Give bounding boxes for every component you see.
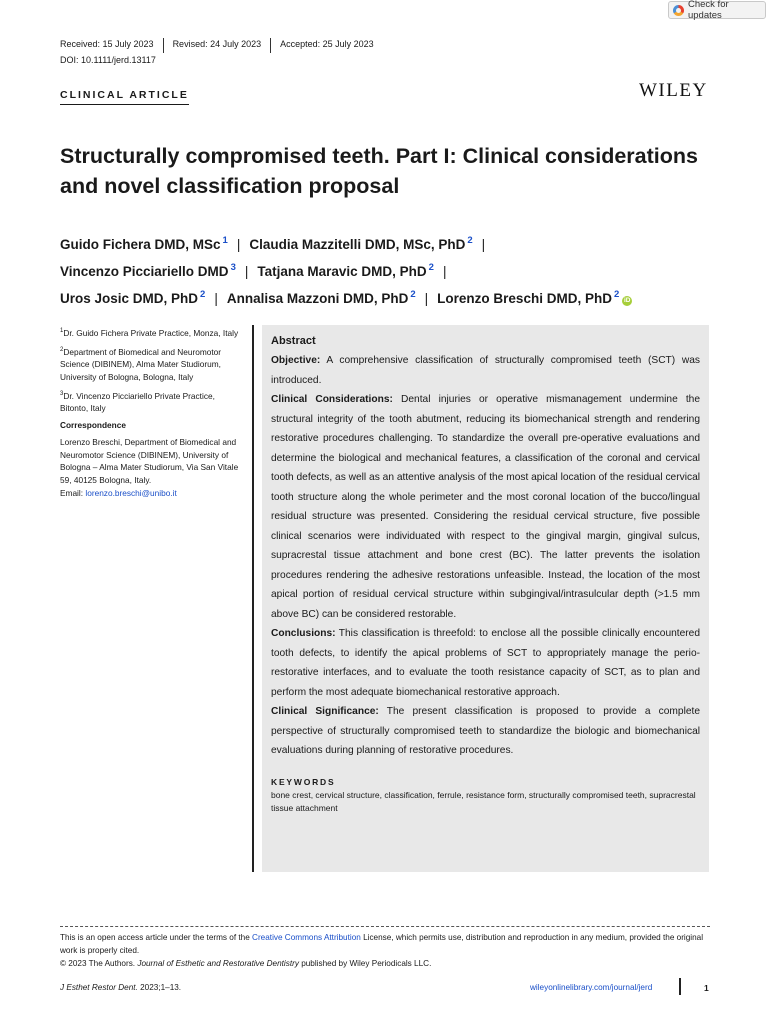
affiliation-text: Dr. Vincenzo Picciariello Private Practice, Bitonto, Italy [60, 390, 215, 414]
affiliation-number: 1 [60, 328, 64, 334]
affiliation-number: 3 [60, 390, 64, 397]
keywords-heading: KEYWORDS [271, 776, 336, 787]
copyright-text-end: published by Wiley Periodicals LLC. [298, 959, 432, 968]
abstract-clinical-considerations [271, 390, 700, 624]
article-type-label: CLINICAL ARTICLE [60, 89, 189, 105]
citation-year-pages: 2023;1–13. [137, 983, 182, 992]
abstract-rule [252, 325, 254, 872]
footer-bar [679, 978, 681, 995]
affiliations-column [60, 325, 240, 500]
affiliation-text: Department of Biomedical and Neuromotor Science (DIBINEM), Alma Mater Studiorum, University of Bologna, Bologna, Italy [60, 346, 222, 382]
author-affiliation-marker[interactable]: 2 [410, 289, 416, 300]
citation-journal: J Esthet Restor Dent. [60, 983, 138, 992]
orcid-icon[interactable]: iD [624, 297, 631, 304]
author-separator: | [244, 264, 249, 279]
copyright-statement [60, 957, 710, 970]
check-for-updates-button[interactable] [668, 1, 766, 19]
abstract-conclusions [271, 624, 700, 702]
author-name[interactable]: Annalisa Mazzoni DMD, PhD [226, 291, 409, 306]
keywords-text: bone crest, cervical structure, classification, ferrule, resistance form, structurally compromised teeth, supracrestal tissue attachment [271, 789, 696, 813]
author-list [60, 229, 740, 310]
affiliation-number: 2 [60, 346, 64, 353]
revised-date: Revised: 24 July 2023 [172, 39, 262, 49]
correspondence-text [60, 436, 240, 500]
objective-text: A comprehensive classification of structurally compromised teeth (SCT) was introduced. [271, 355, 700, 386]
correspondence-address: Lorenzo Breschi, Department of Biomedical and Neuromotor Science (DIBINEM), University of Bologna – Alma Mater Studiorum, Via San Vitale 59, 40125 Bologna, Italy. [60, 436, 239, 486]
author-name[interactable]: Guido Fichera DMD, MSc [60, 237, 221, 252]
author-separator: | [481, 237, 486, 252]
received-date: Received: 15 July 2023 [60, 39, 154, 49]
author-separator: | [424, 291, 429, 306]
copyright-text: © 2023 The Authors. [60, 959, 138, 968]
crossmark-icon [673, 5, 684, 16]
email-label: Email: [60, 488, 86, 499]
page-number: 1 [704, 983, 709, 993]
abstract-objective [271, 351, 700, 390]
license-text-end: License, which permits use, distribution and reproduction in any medium, provided the original work is properly cited. [60, 933, 704, 955]
article-title: Structurally compromised teeth. Part I: Clinical considerations and novel classification proposal [60, 144, 698, 198]
affiliation-item [60, 344, 240, 384]
author-affiliation-marker[interactable]: 2 [428, 262, 434, 273]
correspondence-heading: Correspondence [60, 420, 126, 431]
author-name[interactable]: Tatjana Maravic DMD, PhD [257, 264, 427, 279]
clinical-significance-label: Clinical Significance: [271, 706, 379, 717]
email-link[interactable]: lorenzo.breschi@unibo.it [85, 488, 177, 499]
conclusions-label: Conclusions: [271, 628, 336, 639]
conclusions-text: This classification is threefold: to enclose all the possible clinically encountered tooth defects, to identify the apical problems of SCT to appropriately manage the perio-restorative interfaces, and to evaluate the tooth resistance capacity of SCT, as to plan and perform the most adequate biomechanical restorative approach. [271, 628, 700, 698]
affiliation-text: Dr. Guido Fichera Private Practice, Monza, Italy [63, 327, 239, 338]
abstract-box [262, 325, 709, 872]
author-name[interactable]: Vincenzo Picciariello DMD [60, 264, 229, 279]
author-name[interactable]: Uros Josic DMD, PhD [60, 291, 199, 306]
journal-citation [60, 983, 181, 992]
author-name[interactable]: Lorenzo Breschi DMD, PhD [437, 291, 612, 306]
author-affiliation-marker[interactable]: 2 [200, 289, 206, 300]
license-statement [60, 931, 710, 957]
license-text: This is an open access article under the terms of the [60, 933, 253, 942]
license-link[interactable]: Creative Commons Attribution [252, 933, 361, 942]
affiliation-item [60, 388, 240, 415]
author-separator: | [214, 291, 218, 306]
license-notes [60, 931, 710, 970]
author-affiliation-marker[interactable]: 1 [222, 235, 228, 246]
clinical-significance-text: The present classification is proposed to provide a complete perspective of structurally compromised teeth to standardize the biologic and biomechanical evaluations during planning of restorative procedures. [271, 706, 701, 756]
journal-url-link[interactable]: wileyonlinelibrary.com/journal/jerd [530, 983, 653, 992]
objective-label: Objective: [271, 355, 321, 366]
affiliation-item [60, 325, 240, 340]
author-separator: | [236, 237, 241, 252]
abstract-clinical-significance [271, 702, 700, 761]
author-affiliation-marker[interactable]: 3 [230, 262, 236, 273]
clinical-considerations-text: Dental injuries or operative mismanagement undermine the structural integrity of the tooth abutment, reducing its biomechanical strength and rendering restorative procedures challenging. To standardize the overall pre-operative evaluations and determine the biological and mechanical features, a classification of the coronal and cervical tooth defects, as well as an attentive analysis of the most apical location of the residual cervical tooth structure along the whole perimeter and the most coronal location of the bucco/lingual residual structure was presented. Considering the residual cervical structure, five possible clinical scenarios were individuated with respect to the gingival margin, gingival sulcus, supracrestal tissue attachment and bone crest (BC). The latter prevents the isolation procedures rendering the adhesive restorations unfeasible. Instead, the location of the most apical portion of residual cervical structure within subgingival/intrasulcular depth (>1.5 mm above BC) can be considered restorable. [271, 394, 701, 620]
article-dates [60, 38, 383, 53]
clinical-considerations-label: Clinical Considerations: [271, 394, 393, 405]
author-affiliation-marker[interactable]: 2 [467, 235, 473, 246]
author-separator: | [442, 264, 447, 279]
journal-name: Journal of Esthetic and Restorative Dentistry [137, 959, 299, 968]
publisher-logo: WILEY [639, 80, 708, 101]
author-name[interactable]: Claudia Mazzitelli DMD, MSc, PhD [249, 237, 466, 252]
accepted-date: Accepted: 25 July 2023 [280, 39, 374, 49]
check-for-updates-label: Check for updates [687, 0, 729, 21]
author-affiliation-marker[interactable]: 2 [613, 289, 620, 300]
doi: DOI: 10.1111/jerd.13117 [60, 55, 156, 65]
footer-divider [60, 926, 710, 927]
abstract-heading: Abstract [271, 335, 316, 347]
